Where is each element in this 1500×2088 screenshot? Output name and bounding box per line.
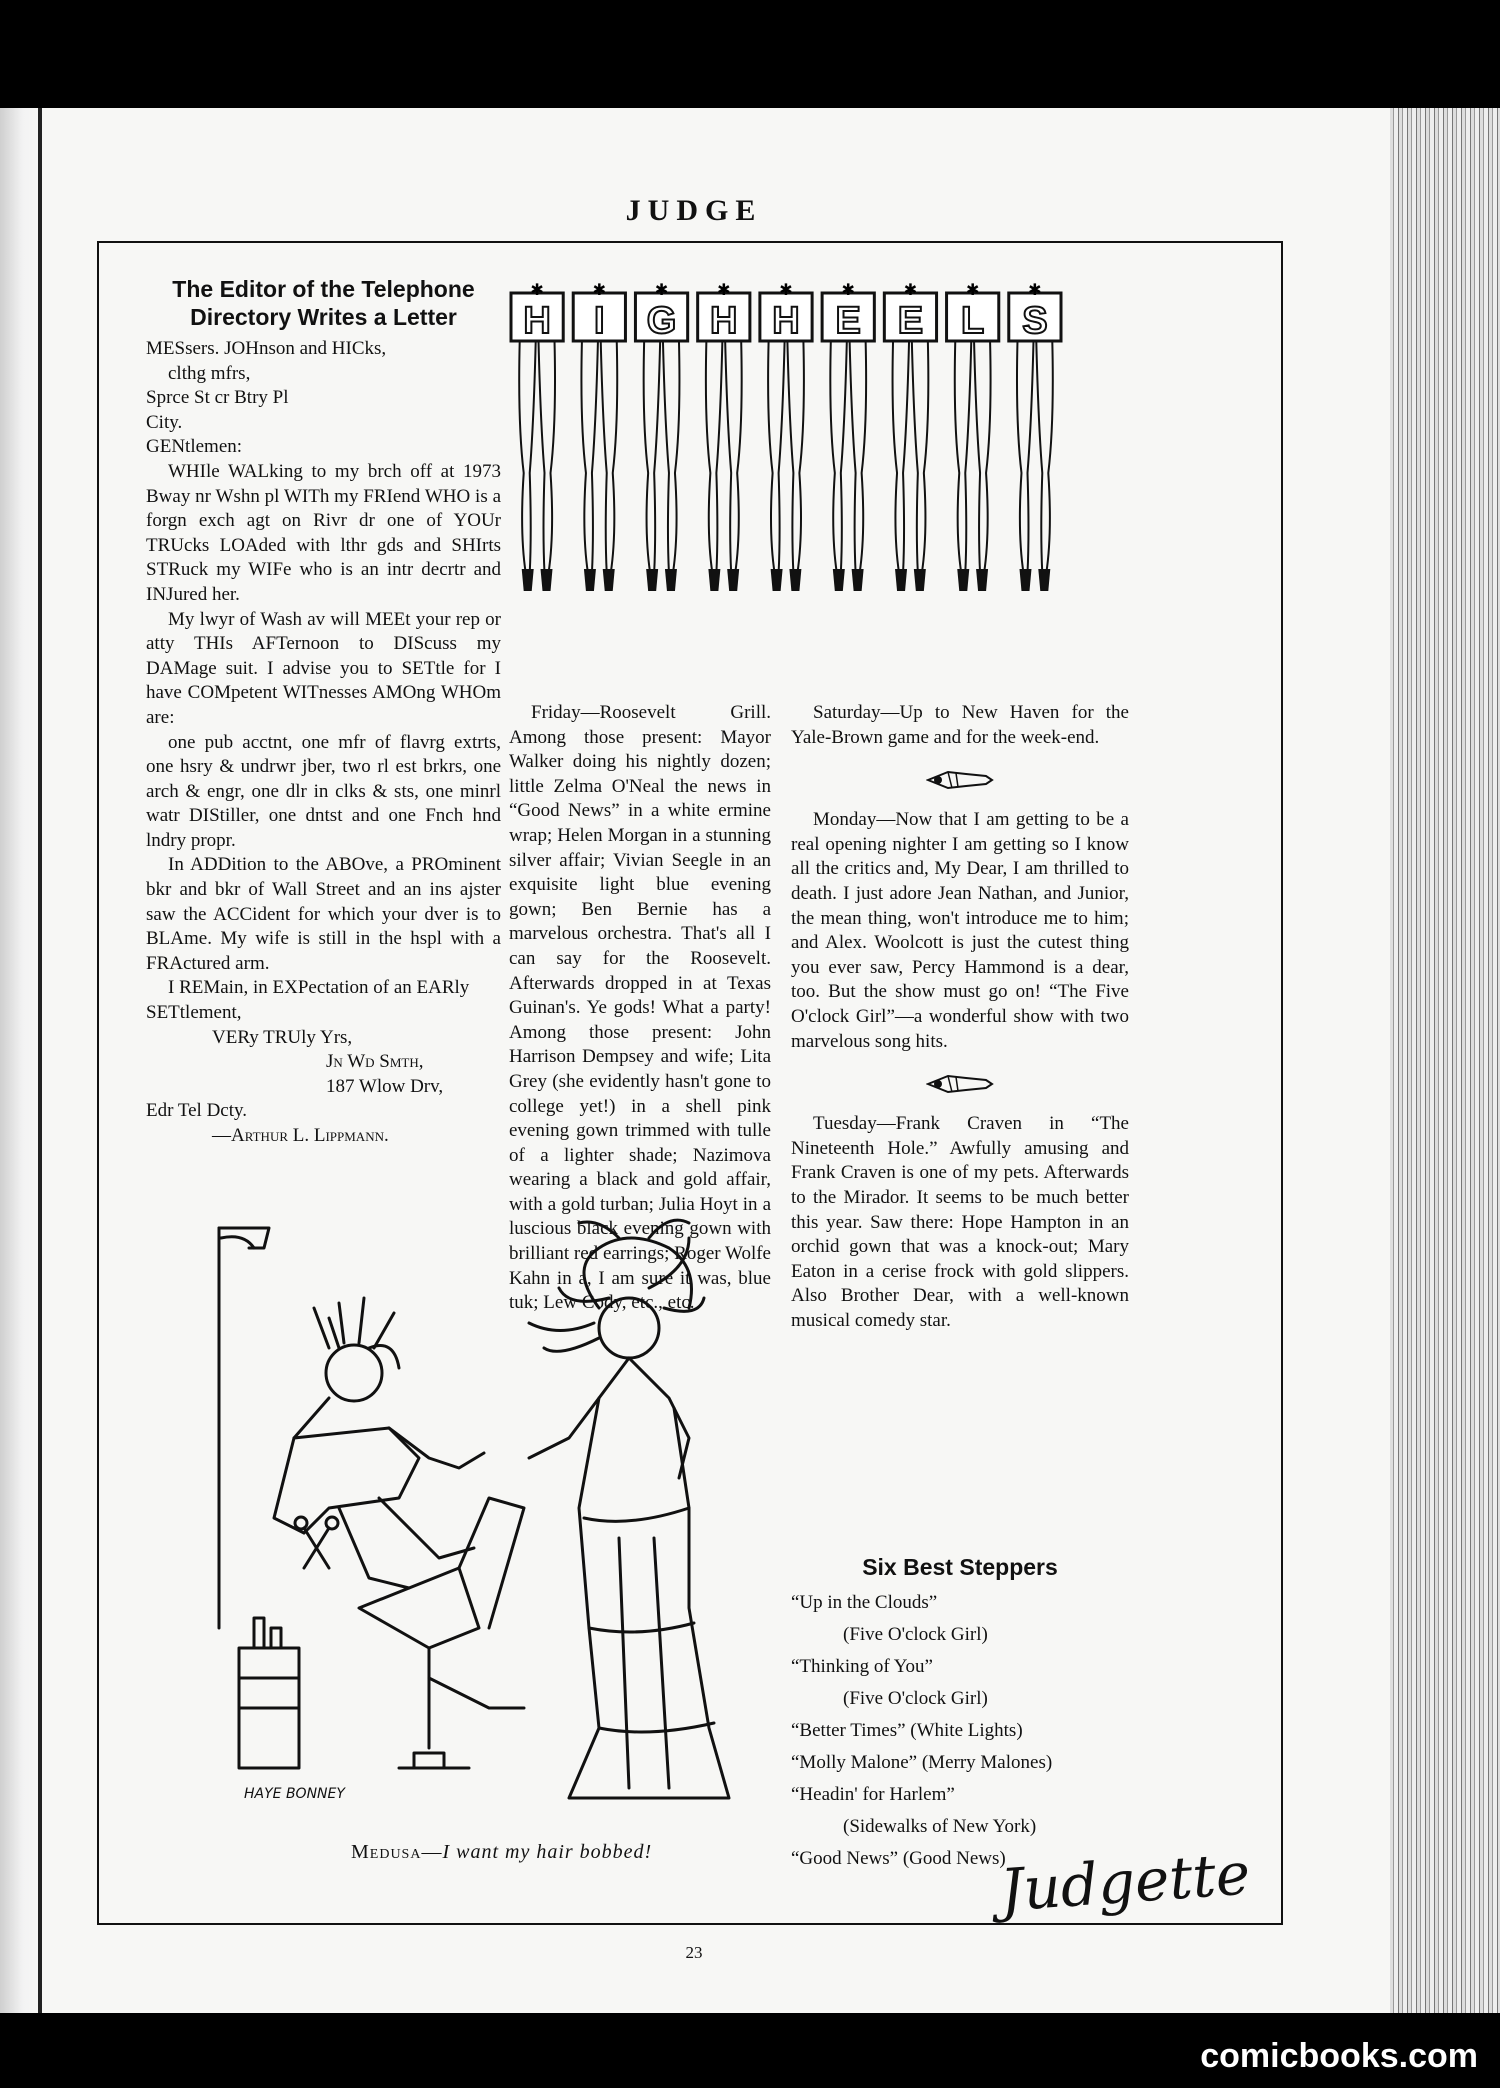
letter-paragraph: I REMain, in EXPectation of an EARly SETtlement,: [146, 977, 470, 1024]
high-heel-shoe: [522, 569, 534, 591]
caption-name: Medusa—: [351, 1841, 443, 1863]
closing-line: VERy TRUly Yrs,: [212, 1026, 353, 1048]
high-heel-shoe: [541, 569, 553, 591]
high-heel-shoe: [976, 569, 988, 591]
stepper-show: (Five O'clock Girl): [843, 1688, 988, 1709]
stepper-show: (Sidewalks of New York): [843, 1816, 1037, 1837]
address-line: clthg mfrs,: [168, 362, 251, 384]
page-number: 23: [685, 1943, 703, 1962]
letter-title: The Editor of the Telephone Directory Writes a Letter: [172, 276, 475, 330]
heel-letter: H: [772, 300, 800, 342]
heel-letter-panel: [635, 282, 687, 591]
bow-icon: ✱: [717, 282, 731, 299]
content-frame: [97, 241, 1283, 1925]
high-heel-shoe: [603, 569, 615, 591]
bow-icon: ✱: [903, 282, 918, 299]
heel-letter-panel: [822, 282, 874, 591]
page-binding-left: [0, 108, 42, 2013]
divider: [791, 750, 1129, 808]
legs-drawing: [519, 341, 555, 573]
high-heel-shoe: [727, 569, 739, 591]
pointing-hand-icon: [926, 1070, 996, 1098]
letter-paragraph: In ADDition to the ABOve, a PROminent bkr and bkr of Wall Street and an ins ajster saw the ACCident for which your dver is to BLAme. My wife is still in the hspl with a FRActured arm.: [146, 854, 501, 974]
high-heel-shoe: [771, 569, 783, 591]
divider: [791, 1054, 1129, 1112]
bow-icon: ✱: [654, 282, 669, 299]
legs-drawing: [706, 341, 742, 573]
high-heel-shoe: [957, 569, 969, 591]
caption-quote: I want my hair bobbed!: [442, 1841, 653, 1863]
high-heels-illustration: [507, 273, 1067, 603]
legs-drawing: [830, 341, 866, 573]
heel-letter: E: [897, 300, 924, 342]
masthead: JUDGE: [625, 194, 763, 227]
high-heel-shoe: [665, 569, 677, 591]
heel-letter: H: [710, 300, 738, 342]
high-heel-shoe: [646, 569, 658, 591]
high-heel-shoe: [789, 569, 801, 591]
address-line: MESsers. JOHnson and HICks,: [146, 338, 387, 359]
heel-letter: E: [835, 300, 861, 342]
diary-entry-friday: Friday—Roosevelt Grill. Among those present: Mayor Walker doing his nightly dozen; little Zelma O'Neal the news in “Good News” in a white ermine wrap; Helen Morgan in a stunning silver affair; Vivian Seegle in an exquisite light blue evening gown; Ben Bernie has a marvelous orchestra. That's all I can say for the Roosevelt. Afterwards dropped in at Texas Guinan's. Ye gods! What a party! Among those present: John Harrison Dempsey and wife; Lita Grey (she evidently hasn't gone to college yet!) in a shell pink evening gown trimmed with tulle of a lighter shade; Nazimova wearing a black and gold affair, with a gold turban; Julia Hoyt in a luscious black evening gown with brilliant red earrings; Roger Wolfe Kahn in a, I am sure it was, blue tuk; Lew Cody, etc., etc.: [509, 702, 771, 1314]
bow-icon: ✱: [530, 282, 544, 299]
stepper-song: “Good News” (Good News): [791, 1848, 1006, 1869]
high-heel-shoe: [833, 569, 845, 591]
heel-letter-panel: [1009, 282, 1061, 591]
diary-entry-saturday: Saturday—Up to New Haven for the Yale-Brown game and for the week-end.: [791, 702, 1129, 748]
legs-drawing: [768, 341, 804, 573]
heel-letter-panel: [698, 282, 750, 591]
stepper-song: “Up in the Clouds”: [791, 1592, 938, 1613]
steppers-title: Six Best Steppers: [862, 1554, 1058, 1580]
artist-signature: HAYE BONNEY: [244, 1786, 345, 1802]
letter-paragraph: WHIle WALking to my brch off at 1973 Bway nr Wshn pl WITh my FRIend WHO is a forgn exch agt on Rivr dr one of YOUr TRUcks LOAded with lthr gds and SHIrts STRuck my WIFe who is an intr decrtr and INJured her.: [146, 460, 501, 605]
heel-letter-panel: [573, 282, 625, 591]
stepper-song: “Thinking of You”: [791, 1656, 933, 1677]
closing-line: 187 Wlow Drv,: [326, 1075, 444, 1097]
byline: —Arthur L. Lippmann.: [212, 1125, 389, 1146]
heel-letter: L: [961, 300, 985, 342]
bow-icon: ✱: [592, 282, 607, 299]
heel-letter: G: [646, 300, 677, 342]
address-line: City.: [146, 411, 183, 433]
steppers-list: [791, 1553, 1129, 1875]
high-heel-shoe: [1038, 569, 1050, 591]
heel-letter: S: [1022, 300, 1048, 342]
heel-letter-panel: [884, 282, 936, 591]
closing-line: Jn Wd Smth,: [326, 1051, 424, 1073]
judgette-signature: Judgette: [997, 1839, 1253, 1925]
bow-icon: ✱: [1028, 282, 1042, 299]
high-heel-shoe: [1019, 569, 1031, 591]
address-line: Sprce St cr Btry Pl: [146, 387, 289, 409]
bow-icon: ✱: [841, 282, 855, 299]
high-heel-shoe: [895, 569, 907, 591]
heel-letter-panel: [947, 282, 999, 591]
heel-letter-panel: [511, 282, 563, 591]
legs-drawing: [644, 341, 680, 573]
bow-icon: ✱: [965, 282, 980, 299]
legs-drawing: [955, 341, 991, 573]
letter-paragraph: one pub acctnt, one mfr of flavrg extrts, one hsry & undrwr jber, two rl est brkrs, one arch & engr, one dlr in clks & sts, one minrl watr DIStiller, one dntst and one Fnch hnd lndry propr.: [146, 731, 501, 851]
closing-line: Edr Tel Dcty.: [146, 1100, 248, 1122]
high-heel-shoe: [852, 569, 864, 591]
high-heel-shoe: [708, 569, 720, 591]
legs-drawing: [1017, 341, 1053, 573]
letter-column: [146, 275, 501, 1149]
letter-paragraph: My lwyr of Wash av will MEEt your rep or atty THIs AFTernoon to DIScuss my DAMage suit. I advise you to SETtle for I have COMpetent WITnesses AMOng WHOm are:: [146, 608, 501, 728]
bow-icon: ✱: [779, 282, 793, 299]
diary-entry-tuesday: Tuesday—Frank Craven in “The Nineteenth Hole.” Awfully amusing and Frank Craven is one of my pets. Afterwards to the Mirador. It seems to be much better this year. Saw there: Hope Hampton in an orchid gown that was a knock-out; Mary Eaton in a cerise frock with gold slippers. Also Brother Dear, with a well-known musical comedy star.: [791, 1113, 1129, 1331]
legs-drawing: [893, 341, 929, 573]
stepper-song: “Molly Malone” (Merry Malones): [791, 1752, 1053, 1773]
diary-column-right: [791, 701, 1129, 1333]
stepper-song: “Headin' for Harlem”: [791, 1784, 955, 1805]
site-watermark: comicbooks.com: [1200, 2037, 1478, 2075]
salutation: GENtlemen:: [146, 436, 243, 458]
cartoon-caption: [351, 1841, 652, 1864]
stepper-show: (Five O'clock Girl): [843, 1624, 988, 1645]
pointing-hand-icon: [926, 766, 996, 794]
high-heel-shoe: [914, 569, 926, 591]
heel-letter: H: [523, 300, 551, 342]
stepper-song: “Better Times” (White Lights): [791, 1720, 1023, 1741]
page-stack-right: [1390, 108, 1500, 2013]
heel-letter: I: [594, 300, 605, 342]
heel-letter-panel: [760, 282, 812, 591]
medusa-barber-cartoon: [129, 1208, 769, 1828]
magazine-page: [0, 108, 1500, 2013]
legs-drawing: [581, 341, 617, 573]
high-heel-shoe: [584, 569, 596, 591]
diary-entry-monday: Monday—Now that I am getting to be a real opening nighter I am getting so I know all the critics and, My Dear, I am thrilled to death. I just adore Jean Nathan, and Junior, the mean thing, won't introduce me to him; and Alex. Woolcott is just the cutest thing you ever saw, Percy Hammond is a dear, too. But the show must go on! “The Five O'clock Girl”—a wonderful show with two marvelous song hits.: [791, 809, 1129, 1052]
